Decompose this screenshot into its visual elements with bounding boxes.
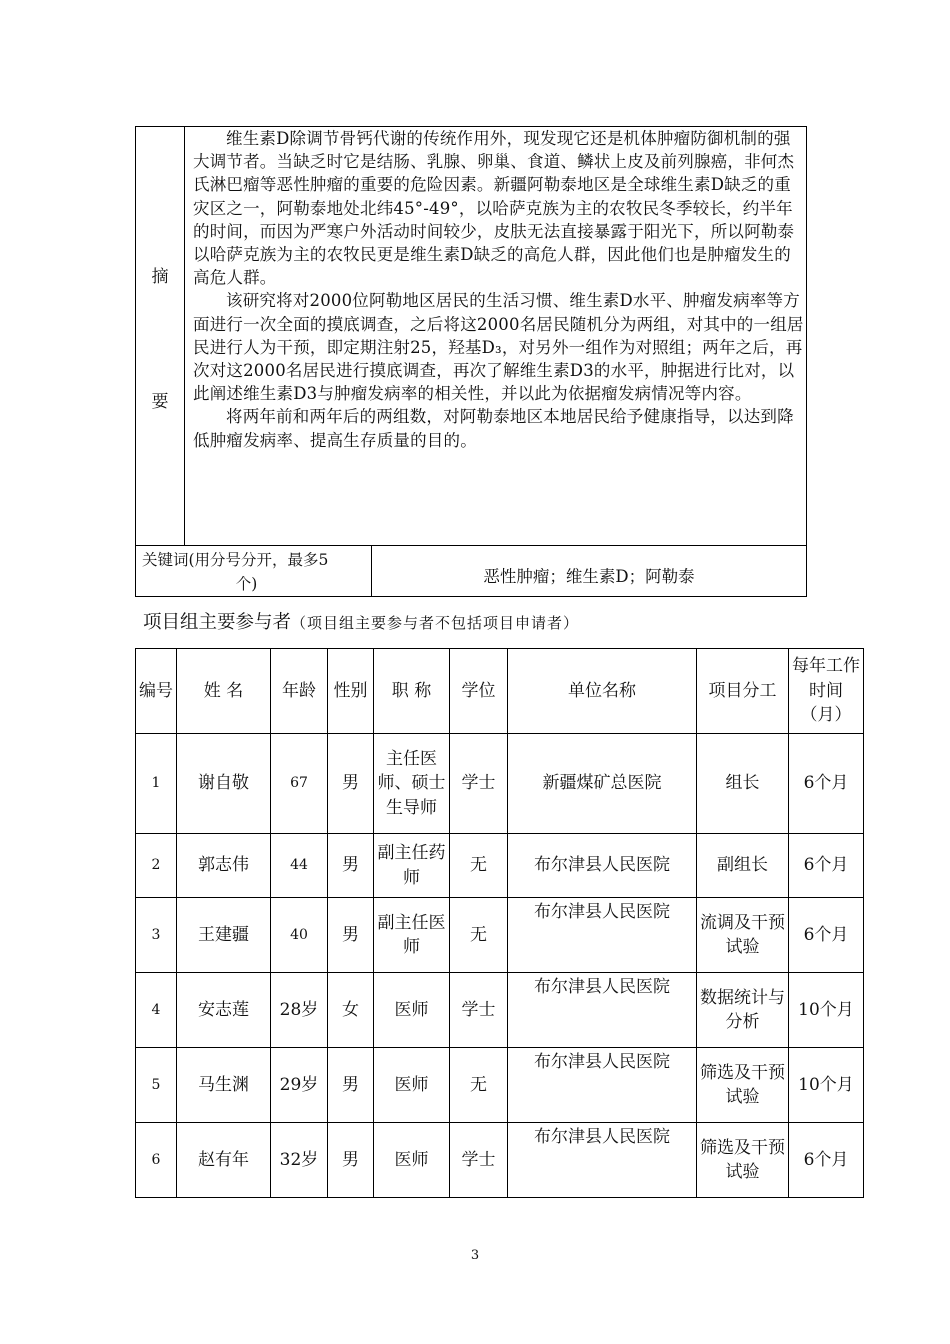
cell-sex: 男 (328, 1048, 374, 1123)
abstract-label (136, 127, 185, 545)
cell-title: 医师 (374, 973, 450, 1048)
table-row (136, 834, 864, 898)
abstract-paragraph-2: 该研究将对2000位阿勒地区居民的生活习惯、维生素D水平、肿瘤发病率等方面进行一次全面的摸底调查，之后将这2000名居民随机分为两组，对其中的一组居民进行人为干预，即定期注射25，羟基D₃，对另外一组作为对照组；两年之后，再次对这2000名居民进行摸底调查，再次了解维生素D3的水平，肿据进行比对，以此阐述维生素D3与肿瘤发病率的相关性，并以此为依据瘤发病情况等内容。 (193, 291, 804, 404)
cell-time: 10个月 (789, 1048, 864, 1123)
cell-role: 组长 (697, 734, 789, 834)
cell-time: 10个月 (789, 973, 864, 1048)
header-unit: 单位名称 (508, 649, 697, 734)
table-row (136, 973, 864, 1048)
keywords-label-line-1: 关键词(用分号分开，最多5 (142, 551, 329, 569)
cell-sex: 男 (328, 1123, 374, 1198)
cell-time: 6个月 (789, 1123, 864, 1198)
cell-role: 筛选及干预试验 (697, 1123, 789, 1198)
cell-title: 医师 (374, 1048, 450, 1123)
cell-degree: 无 (450, 898, 508, 973)
cell-degree: 无 (450, 834, 508, 898)
header-time: 每年工作时间（月） (789, 649, 864, 734)
cell-age: 32岁 (271, 1123, 328, 1198)
cell-age: 28岁 (271, 973, 328, 1048)
abstract-paragraph-3: 将两年前和两年后的两组数，对阿勒泰地区本地居民给予健康指导，以达到降低肿瘤发病率、提高生存质量的目的。 (193, 407, 794, 450)
cell-role: 流调及干预试验 (697, 898, 789, 973)
abstract-row (136, 127, 806, 546)
cell-degree: 学士 (450, 734, 508, 834)
cell-degree: 学士 (450, 973, 508, 1048)
cell-sex: 男 (328, 834, 374, 898)
table-row (136, 898, 864, 973)
cell-age: 29岁 (271, 1048, 328, 1123)
members-table (135, 648, 864, 1198)
cell-no: 6 (136, 1123, 177, 1198)
members-section-heading (143, 608, 579, 634)
abstract-paragraph-1: 维生素D除调节骨钙代谢的传统作用外，现发现它还是机体肿瘤防御机制的强大调节者。当缺乏时它是结肠、乳腺、卵巢、食道、鳞状上皮及前列腺癌，非何杰氏淋巴瘤等恶性肿瘤的重要的危险因素。新疆阿勒泰地区是全球维生素D缺乏的重灾区之一，阿勒泰地处北纬45°-49°，以哈萨克族为主的农牧民冬季较长，约半年的时间，而因为严寒户外活动时间较少，皮肤无法直接暴露于阳光下，所以阿勒泰以哈萨克族为主的农牧民更是维生素D缺乏的高危人群，因此他们也是肿瘤发生的高危人群。 (193, 129, 795, 288)
abstract-text (185, 127, 806, 545)
cell-name: 王建疆 (177, 898, 271, 973)
keywords-label (136, 546, 372, 596)
cell-sex: 男 (328, 898, 374, 973)
cell-title: 副主任药师 (374, 834, 450, 898)
cell-title: 医师 (374, 1123, 450, 1198)
keywords-value: 恶性肿瘤；维生素D；阿勒泰 (483, 567, 695, 586)
cell-title: 副主任医师 (374, 898, 450, 973)
cell-title: 主任医师、硕士生导师 (374, 734, 450, 834)
members-section-note: （项目组主要参与者不包括项目申请者） (291, 614, 580, 632)
cell-name: 谢自敬 (177, 734, 271, 834)
cell-unit: 布尔津县人民医院 (508, 973, 697, 1048)
cell-no: 4 (136, 973, 177, 1048)
cell-no: 5 (136, 1048, 177, 1123)
cell-name: 郭志伟 (177, 834, 271, 898)
cell-unit: 布尔津县人民医院 (508, 834, 697, 898)
cell-role: 副组长 (697, 834, 789, 898)
header-title: 职 称 (374, 649, 450, 734)
cell-unit: 布尔津县人民医院 (508, 1048, 697, 1123)
members-section-title: 项目组主要参与者 (143, 612, 292, 633)
header-sex: 性别 (328, 649, 374, 734)
cell-age: 67 (271, 734, 328, 834)
cell-unit: 新疆煤矿总医院 (508, 734, 697, 834)
cell-sex: 男 (328, 734, 374, 834)
cell-degree: 学士 (450, 1123, 508, 1198)
cell-degree: 无 (450, 1048, 508, 1123)
members-table-header-row (136, 649, 864, 734)
abstract-box (135, 126, 807, 597)
header-age: 年龄 (271, 649, 328, 734)
cell-name: 马生渊 (177, 1048, 271, 1123)
header-degree: 学位 (450, 649, 508, 734)
cell-time: 6个月 (789, 834, 864, 898)
page-number: 3 (470, 1248, 480, 1263)
cell-time: 6个月 (789, 898, 864, 973)
table-row (136, 1048, 864, 1123)
cell-age: 44 (271, 834, 328, 898)
header-no: 编号 (136, 649, 177, 734)
keywords-row (136, 546, 806, 597)
cell-no: 3 (136, 898, 177, 973)
keywords-label-line-2: 个) (235, 575, 258, 593)
cell-time: 6个月 (789, 734, 864, 834)
cell-role: 数据统计与分析 (697, 973, 789, 1048)
cell-no: 1 (136, 734, 177, 834)
cell-unit: 布尔津县人民医院 (508, 898, 697, 973)
header-name: 姓 名 (177, 649, 271, 734)
table-row (136, 1123, 864, 1198)
table-row (136, 734, 864, 834)
abstract-label-char-1: 摘 (151, 267, 169, 287)
cell-no: 2 (136, 834, 177, 898)
cell-name: 赵有年 (177, 1123, 271, 1198)
abstract-label-char-2: 要 (151, 392, 169, 412)
cell-age: 40 (271, 898, 328, 973)
header-role: 项目分工 (697, 649, 789, 734)
cell-unit: 布尔津县人民医院 (508, 1123, 697, 1198)
cell-sex: 女 (328, 973, 374, 1048)
cell-role: 筛选及干预试验 (697, 1048, 789, 1123)
cell-name: 安志莲 (177, 973, 271, 1048)
